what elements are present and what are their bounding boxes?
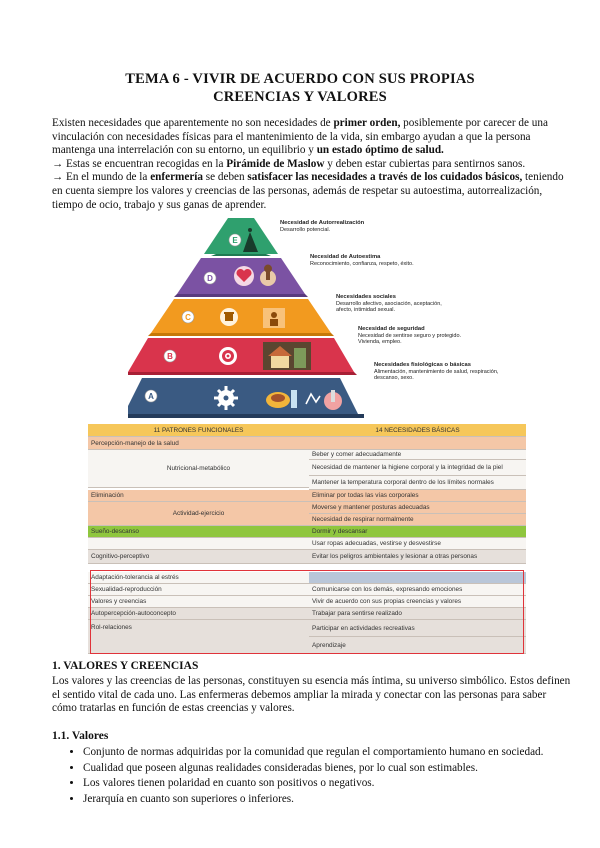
- row-left: Actividad-ejercicio: [88, 502, 309, 526]
- row-right: Aprendizaje: [309, 637, 526, 654]
- row-left: Nutricional-metabólico: [88, 450, 309, 488]
- section-1-1-heading: 1.1. Valores: [52, 730, 109, 742]
- row-right: Vivir de acuerdo con sus propias creencias y valores: [309, 596, 526, 608]
- intro-p3-a: → En el mundo de la: [52, 171, 151, 184]
- header-left: 11 PATRONES FUNCIONALES: [88, 424, 309, 437]
- letter-c-icon: C: [185, 313, 191, 322]
- row-right: Necesidad de respirar normalmente: [309, 514, 526, 526]
- intro-paragraph-3: [52, 171, 568, 212]
- intro-p1-c: posiblemente por carecer de una vinculación con necesidades físicas para el mantenimiento de la vida, sin embargo ayudan a que la persona mantenga una interrelación con su entorno, un equilibrio y: [52, 117, 548, 157]
- intro-p3-c: se deben: [202, 171, 248, 184]
- intro-p2-bold: Pirámide de Maslow: [226, 157, 325, 170]
- row-left: Sexualidad-reproducción: [88, 584, 309, 596]
- row-right: Comunicarse con los demás, expresando emociones: [309, 584, 526, 596]
- intro-p3-e: teniendo en cuenta siempre los valores y creencias de las personas, además de respetar su autoestima, autorrealización, tiempo de ocio, trabajo y sus ganas de aprender.: [52, 171, 564, 211]
- values-list: [52, 746, 600, 808]
- intro-p3-bold-2: satisfacer las necesidades a través de los cuidados básicos,: [247, 171, 523, 184]
- row-left: Rol-relaciones: [88, 620, 309, 654]
- header-right: 14 NECESIDADES BÁSICAS: [309, 424, 526, 437]
- intro-p1-bold: primer orden,: [333, 117, 401, 129]
- pyramid-level-c: [151, 299, 331, 333]
- maslow-pyramid: [128, 218, 508, 418]
- row-left: Autopercepción-autoconcepto: [88, 608, 309, 620]
- level-d-title: Necesidad de Autoestima: [310, 254, 381, 260]
- maslow-pyramid-graphic: [128, 218, 508, 418]
- row-left: Eliminación: [88, 490, 309, 502]
- level-c-desc: Desarrollo afectivo, asociación, aceptación, afecto, intimidad sexual.: [336, 300, 442, 313]
- row-left: Adaptación-tolerancia al estrés: [88, 572, 309, 584]
- intro-p2-c: y deben estar cubiertas para sentirnos sanos.: [324, 157, 526, 170]
- row-right: Usar ropas adecuadas, vestirse y desvestirse: [309, 538, 526, 550]
- level-a-title: Necesidades fisiológicas o básicas: [374, 362, 471, 368]
- row-right: Mantener la temperatura corporal dentro de los límites normales: [309, 476, 526, 490]
- level-e-title: Necesidad de Autorrealización: [280, 220, 365, 226]
- title-line-2: CREENCIAS Y VALORES: [213, 89, 387, 105]
- row-right: Participar en actividades recreativas: [309, 620, 526, 637]
- intro-paragraph-1: [52, 117, 568, 158]
- list-item: • Jerarquía en cuanto son superiores o inferiores.: [83, 793, 600, 807]
- list-item: • Cualidad que poseen algunas realidades consideradas bienes, por lo cual son estimables.: [83, 762, 600, 776]
- row-right: Dormir y descansar: [309, 526, 526, 538]
- table-row: [88, 437, 526, 450]
- table-header: [88, 424, 526, 437]
- row-left: Cognitivo-perceptivo: [88, 550, 309, 564]
- table-subrow: [88, 460, 526, 476]
- section-1-text: [52, 675, 572, 716]
- highlight-box: [90, 570, 524, 654]
- level-c-title: Necesidades sociales: [336, 294, 396, 300]
- row-right: Eliminar por todas las vías corporales: [309, 490, 526, 502]
- intro-text: [52, 117, 568, 212]
- row-right: Evitar los peligros ambientales y lesionar a otras personas: [309, 550, 526, 564]
- level-d-desc: Reconocimiento, confianza, respeto, éxito.: [310, 260, 414, 267]
- table-row: [88, 490, 526, 502]
- level-e-desc: Desarrollo potencial.: [280, 226, 331, 233]
- row-left: [88, 538, 309, 550]
- title-line-1: TEMA 6 - VIVIR DE ACUERDO CON SUS PROPIAS: [125, 71, 475, 87]
- intro-p1-bold-2: un estado óptimo de salud.: [316, 144, 444, 157]
- row-left: Sueño-descanso: [88, 526, 309, 538]
- page-title: [0, 70, 600, 106]
- pyramid-level-e: [204, 218, 278, 254]
- list-item: • Conjunto de normas adquiridas por la comunidad que regulan el comportamiento humano en sociedad.: [83, 746, 600, 760]
- level-b-desc: Necesidad de sentirse seguro y protegido. Vivienda, empleo.: [358, 332, 462, 345]
- patterns-needs-table: [88, 424, 526, 654]
- level-a-desc: Alimentación, mantenimiento de salud, respiración, descanso, sexo.: [374, 368, 499, 381]
- intro-p1-a: Existen necesidades que aparentemente no son necesidades de: [52, 117, 334, 129]
- letter-a-icon: A: [148, 392, 154, 401]
- row-left: Percepción-manejo de la salud: [88, 437, 526, 450]
- table-row: [88, 538, 526, 550]
- level-b-title: Necesidad de seguridad: [358, 326, 425, 332]
- table-subrow: [88, 514, 526, 526]
- section-1-heading: 1. VALORES Y CREENCIAS: [52, 660, 199, 672]
- letter-d-icon: D: [207, 274, 213, 283]
- row-left: Valores y creencias: [88, 596, 309, 608]
- row-right: Moverse y mantener posturas adecuadas: [309, 502, 526, 514]
- letter-e-icon: E: [232, 236, 238, 245]
- letter-b-icon: B: [167, 352, 173, 361]
- pyramid-level-b: [128, 338, 354, 372]
- table-subrow: [88, 476, 526, 490]
- row-right: Beber y comer adecuadamente: [309, 450, 526, 460]
- section-1-paragraph: Los valores y las creencias de las personas, constituyen su esencia más íntima, su universo simbólico. Estos definen el sentido vital de cada uno. Las enfermeras debemos ampliar la mirada y conectar con las personas para saber cómo tratarlas en función de estas creencias y valores.: [52, 675, 571, 715]
- table-subrow: [88, 450, 526, 460]
- table-row: [88, 550, 526, 564]
- intro-paragraph-2: [52, 158, 568, 172]
- intro-p3-bold: enfermería: [150, 171, 203, 184]
- intro-p2-a: → Estas se encuentran recogidas en la: [52, 157, 227, 170]
- table-row: [88, 526, 526, 538]
- row-right: Trabajar para sentirse realizado: [309, 608, 526, 620]
- list-item: • Los valores tienen polaridad en cuanto son positivos o negativos.: [83, 777, 600, 791]
- table-subrow: [88, 502, 526, 514]
- row-right: Necesidad de mantener la higiene corporal y la integridad de la piel: [309, 460, 526, 476]
